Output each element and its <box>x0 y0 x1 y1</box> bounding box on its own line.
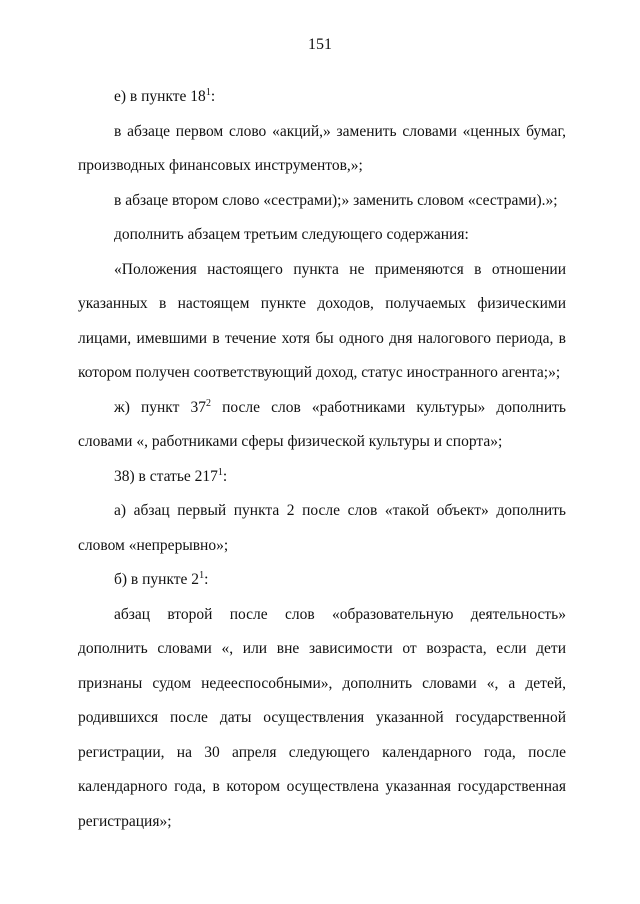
paragraph-text: «Положения настоящего пункта не применяются в отношении указанных в настоящем пункте доходов, получаемых физическими лицами, имевшими в течение хотя бы одного дня налогового периода, в котором получен соответствующий доход, статус иностранного агента;»; <box>78 260 566 381</box>
paragraph-text: абзац второй после слов «образовательную деятельность» дополнить словами «, или вне зависимости от возраста, если дети признаны судом недееспособными», дополнить словами «, а детей, родившихся после даты осуществления указанной государственной регистрации, на 30 апреля следующего календарного года, после календарного года, в котором осуществлена указанная государственная регистрация»; <box>78 605 566 830</box>
paragraph-text: ж) пункт 37 <box>114 398 206 416</box>
paragraph-second-abzats-education <box>78 598 566 840</box>
superscript: 1 <box>205 87 211 98</box>
paragraph-item-b <box>78 563 566 598</box>
paragraph-text: 38) в статье 217 <box>114 467 218 485</box>
paragraph-item-a <box>78 494 566 563</box>
paragraph-item-38 <box>78 460 566 495</box>
paragraph-quoted-provision <box>78 253 566 391</box>
superscript: 1 <box>199 570 205 581</box>
paragraph-text: в абзаце втором слово «сестрами);» заменить словом «сестрами).»; <box>114 191 558 209</box>
paragraph-text-tail: : <box>210 88 216 105</box>
paragraph-second-abzats <box>78 184 566 219</box>
paragraph-text: е) в пункте 18 <box>114 88 206 105</box>
paragraph-item-e <box>78 80 566 115</box>
paragraph-text-tail: : <box>204 571 209 588</box>
paragraph-text: а) абзац первый пункта 2 после слов «такой объект» дополнить словом «непрерывно»; <box>78 502 566 554</box>
paragraph-text: б) в пункте 2 <box>114 571 200 588</box>
page-number: 151 <box>308 36 332 53</box>
paragraph-text-tail: : <box>222 467 228 485</box>
paragraph-add-third-abzats <box>78 218 566 253</box>
document-body <box>78 80 566 839</box>
paragraph-text: в абзаце первом слово «акций,» заменить словами «ценных бумаг, производных финансовых инструментов,»; <box>78 122 566 174</box>
superscript: 1 <box>217 466 223 478</box>
paragraph-item-zh <box>78 391 566 460</box>
paragraph-text: дополнить абзацем третьим следующего содержания: <box>114 226 469 243</box>
paragraph-text-tail: после слов «работниками культуры» дополнить словами «, работниками сферы физической культуры и спорта»; <box>78 398 566 450</box>
paragraph-first-abzats <box>78 115 566 184</box>
superscript: 2 <box>206 397 211 409</box>
